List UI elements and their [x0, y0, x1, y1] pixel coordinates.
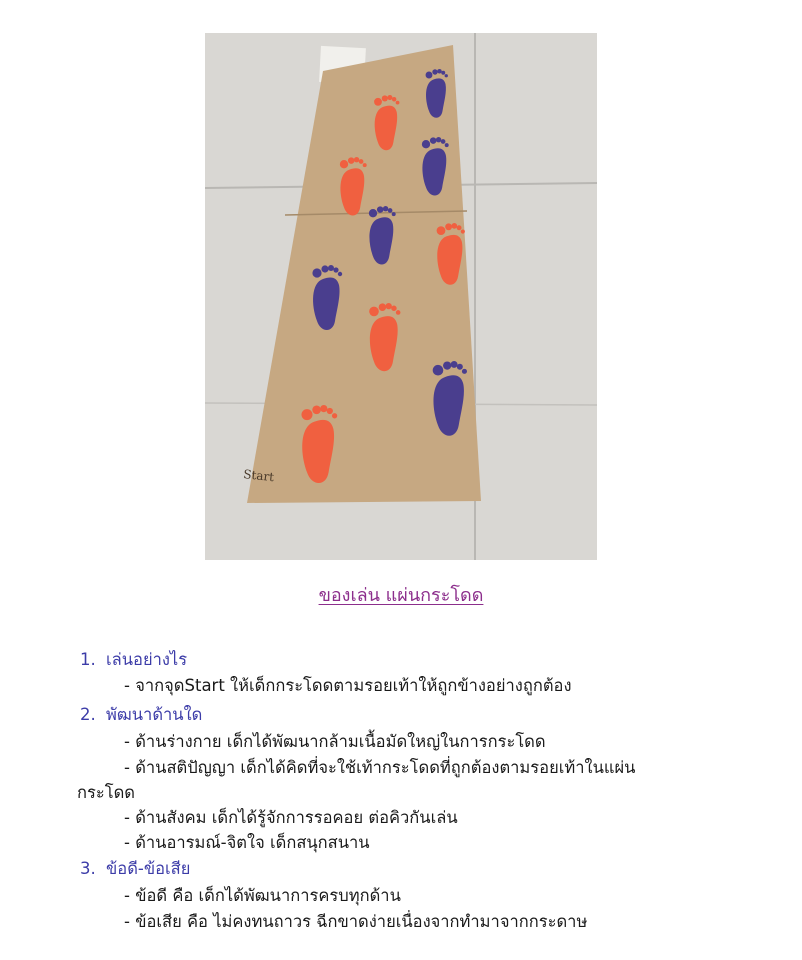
section-2-item: - ด้านสติปัญญา เด็กได้คิดที่จะใช้เท้ากระโดดที่ถูกต้องตามรอยเท้าในแผ่น [124, 758, 636, 777]
photo-caption: ของเล่น แผ่นกระโดด [318, 585, 484, 606]
jumping-mat-photo [205, 33, 597, 560]
section-1-item: - จากจุดStart ให้เด็กกระโดดตามรอยเท้าให้ถูกข้างอย่างถูกต้อง [124, 676, 572, 695]
jumping-mat-illustration [205, 33, 597, 560]
section-2-item: - ด้านสังคม เด็กได้รู้จักการรอคอย ต่อคิวกันเล่น [124, 808, 458, 827]
section-2-item-continuation: กระโดด [77, 783, 136, 802]
section-3-item: - ข้อดี คือ เด็กได้พัฒนาการครบทุกด้าน [124, 886, 401, 905]
section-number: 1. [80, 650, 96, 669]
section-2-item: - ด้านร่างกาย เด็กได้พัฒนากล้ามเนื้อมัดใหญ่ในการกระโดด [124, 732, 546, 751]
section-1-heading [80, 648, 187, 672]
section-number: 2. [80, 705, 96, 724]
section-title: ข้อดี-ข้อเสีย [106, 859, 191, 878]
section-2-item: - ด้านอารมณ์-จิตใจ เด็กสนุกสนาน [124, 833, 370, 852]
section-2-heading [80, 703, 202, 727]
section-title: เล่นอย่างไร [106, 650, 188, 669]
section-title: พัฒนาด้านใด [106, 705, 203, 724]
section-number: 3. [80, 859, 96, 878]
section-3-item: - ข้อเสีย คือ ไม่คงทนถาวร ฉีกขาดง่ายเนื่องจากทำมาจากกระดาษ [124, 912, 588, 931]
section-3-heading [80, 857, 190, 881]
start-label: Start [242, 467, 275, 485]
